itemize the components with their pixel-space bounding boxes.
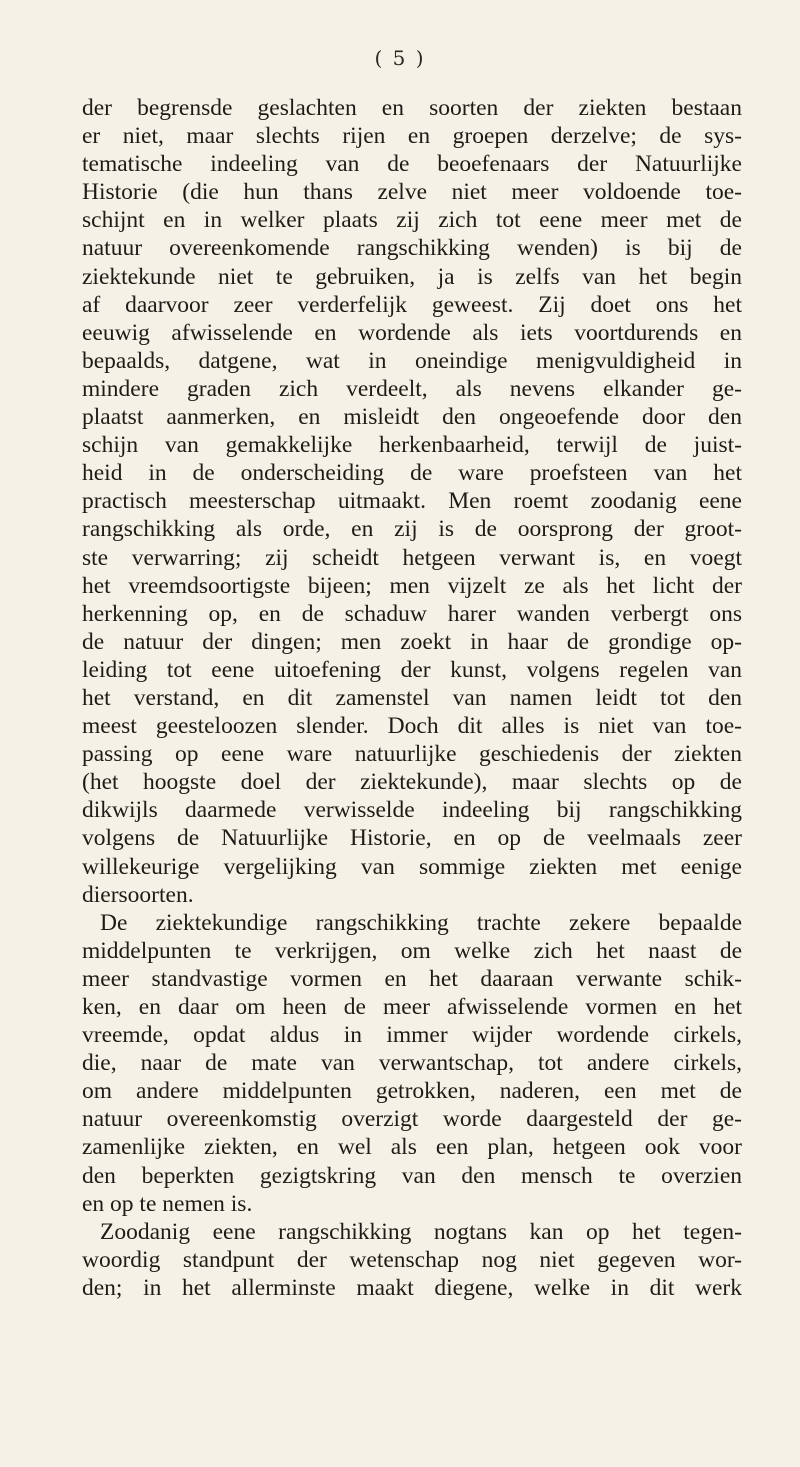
text-line: der begrensde geslachten en soorten der ziekten bestaan xyxy=(82,95,742,121)
text-line: De ziektekundige rangschikking trachte zekere bepaalde xyxy=(100,909,742,936)
text-line: natuur overeenkomstig overzigt worde daargesteld der ge- xyxy=(82,1106,742,1133)
text-line: eeuwig afwisselende en wordende als iets voortdurends en xyxy=(82,319,742,346)
text-line: (het hoogste doel der ziektekunde), maar slechts op de xyxy=(82,769,742,796)
text-line: ken, en daar om heen de meer afwisselende vormen en het xyxy=(82,994,742,1020)
text-line: volgens de Natuurlijke Historie, en op de veelmaals zeer xyxy=(82,825,742,852)
text-line: ziektekunde niet te gebruiken, ja is zelfs van het begin xyxy=(82,263,742,290)
text-line: natuur overeenkomende rangschikking wenden) is bij de xyxy=(82,235,742,262)
body-text xyxy=(82,94,742,1302)
text-line: bepaalds, datgene, wat in oneindige menigvuldigheid in xyxy=(82,347,742,374)
text-line: die, naar de mate van verwantschap, tot andere cirkels, xyxy=(82,1050,742,1077)
text-line: en op te nemen is. xyxy=(82,1190,253,1217)
text-line: meer standvastige vormen en het daaraan verwante schik- xyxy=(82,965,742,992)
text-line: dikwijls daarmede verwisselde indeeling bij rangschikking xyxy=(82,797,742,824)
text-line: tematische indeeling van de beoefenaars der Natuurlijke xyxy=(82,151,742,178)
text-line: het vreemdsoortigste bijeen; men vijzelt ze als het licht der xyxy=(82,572,742,599)
text-line: mindere graden zich verdeelt, als nevens elkander ge- xyxy=(82,375,742,402)
text-line: passing op eene ware natuurlijke geschiedenis der ziekten xyxy=(82,741,742,768)
text-line: Historie (die hun thans zelve niet meer voldoende toe- xyxy=(82,179,742,206)
text-line: den beperkten gezigtskring van den mensch te overzien xyxy=(82,1162,742,1189)
text-line: ste verwarring; zij scheidt hetgeen verwant is, en voegt xyxy=(82,544,742,571)
text-line: herkenning op, en de schaduw harer wanden verbergt ons xyxy=(82,600,742,627)
text-line: den; in het allerminste maakt diegene, welke in dit werk xyxy=(82,1274,742,1301)
text-line: af daarvoor zeer verderfelijk geweest. Zij doet ons het xyxy=(82,291,742,318)
text-line: middelpunten te verkrijgen, om welke zich het naast de xyxy=(82,937,742,964)
text-line: vreemde, opdat aldus in immer wijder wordende cirkels, xyxy=(82,1022,742,1049)
text-line: heid in de onderscheiding de ware proefsteen van het xyxy=(82,460,742,487)
text-line: schijn van gemakkelijke herkenbaarheid, terwijl de juist- xyxy=(82,432,742,459)
text-line: meest geesteloozen slender. Doch dit alles is niet van toe- xyxy=(82,713,742,740)
text-line: schijnt en in welker plaats zij zich tot eene meer met de xyxy=(82,207,742,234)
text-line: om andere middelpunten getrokken, naderen, een met de xyxy=(82,1078,742,1105)
text-line: woordig standpunt der wetenschap nog niet gegeven wor- xyxy=(82,1246,742,1273)
text-line: rangschikking als orde, en zij is de oorsprong der groot- xyxy=(82,516,742,543)
text-line: er niet, maar slechts rijen en groepen derzelve; de sys- xyxy=(82,123,742,150)
text-line: plaatst aanmerken, en misleidt den ongeoefende door den xyxy=(82,404,742,431)
text-line: het verstand, en dit zamenstel van namen leidt tot den xyxy=(82,684,742,711)
text-line: zamenlijke ziekten, en wel als een plan, hetgeen ook voor xyxy=(82,1134,742,1161)
text-line: de natuur der dingen; men zoekt in haar de grondige op- xyxy=(82,628,742,655)
page-number: ( 5 ) xyxy=(374,46,426,70)
text-line: leiding tot eene uitoefening der kunst, volgens regelen van xyxy=(82,656,742,683)
text-line: Zoodanig eene rangschikking nogtans kan op het tegen- xyxy=(100,1218,742,1245)
text-line: willekeurige vergelijking van sommige ziekten met eenige xyxy=(82,853,742,880)
text-line: practisch meesterschap uitmaakt. Men roemt zoodanig eene xyxy=(82,488,742,515)
text-line: diersoorten. xyxy=(82,881,194,908)
